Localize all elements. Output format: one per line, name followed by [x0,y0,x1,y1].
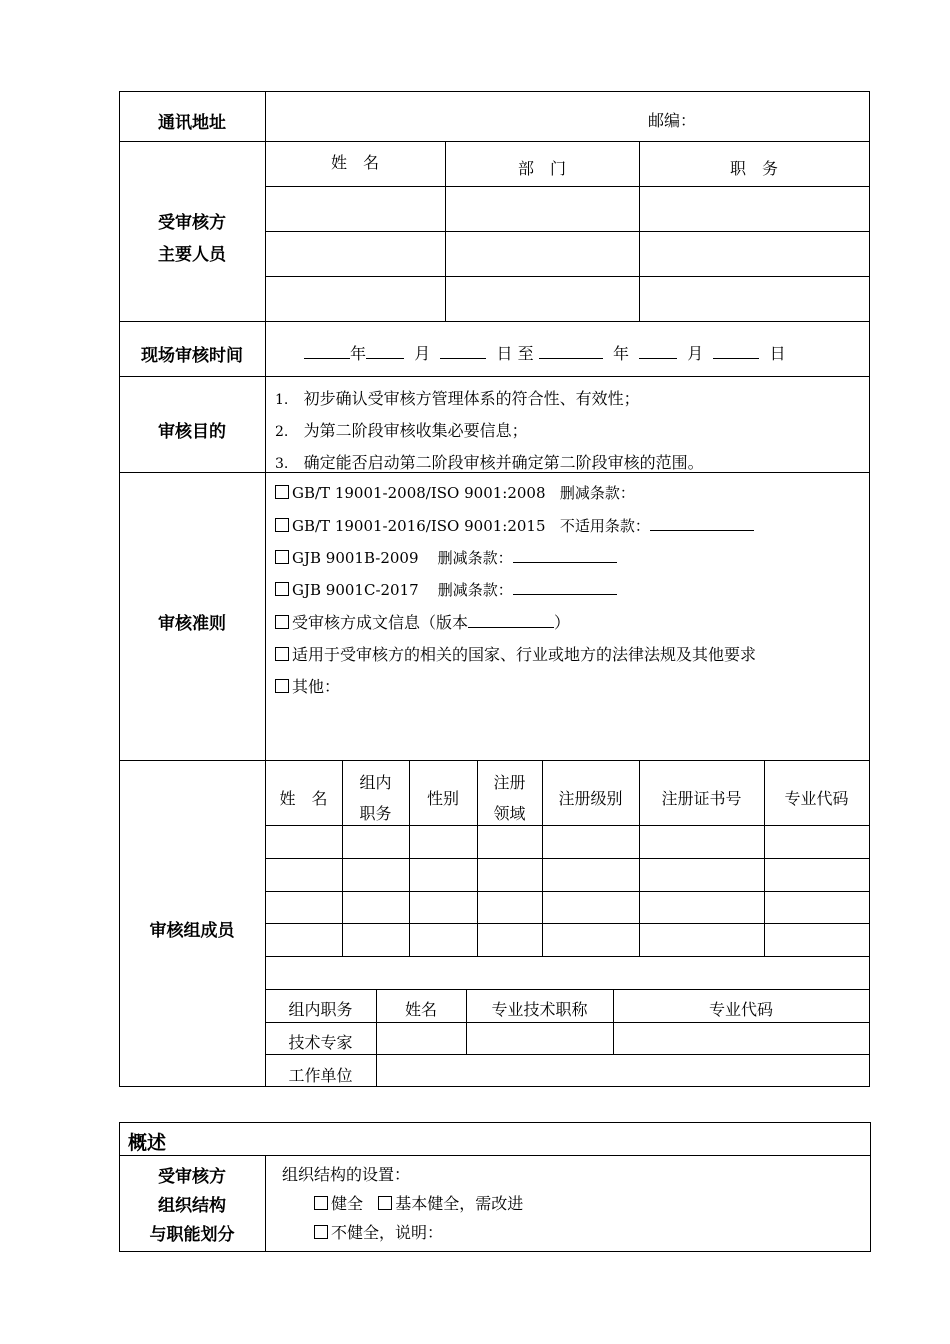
criteria-laws[interactable]: 适用于受审核方的相关的国家、行业或地方的法律法规及其他要求 [275,642,756,665]
workplace-label: 工作单位 [288,1066,353,1085]
org-label-1: 受审核方 [158,1167,226,1187]
criteria-label: 审核准则 [158,614,226,634]
criteria-gjb-2009[interactable]: GJB 9001B-2009 删减条款： [275,546,617,568]
expert-row-label: 技术专家 [288,1033,353,1052]
checkbox-icon[interactable] [275,679,289,693]
criteria-gbt-2008[interactable]: GB/T 19001-2008/ISO 9001:2008 删减条款： [275,482,635,503]
checkbox-icon[interactable] [275,518,289,532]
team-header-code: 专业代码 [784,789,849,808]
criteria-documented-info[interactable]: 受审核方成文信息（版本 ） [275,610,570,633]
checkbox-icon[interactable] [275,615,289,629]
org-options-row[interactable]: 健全 基本健全，需改进 [314,1191,523,1214]
address-label: 通讯地址 [158,113,226,133]
checkbox-icon[interactable] [275,582,289,596]
expert-header-name: 姓名 [404,1000,437,1019]
expert-header-title: 专业技术职称 [491,1000,588,1019]
org-question: 组织结构的设置： [282,1165,411,1184]
team-header-name: 姓 名 [279,789,328,808]
team-header-role-2: 职务 [359,804,392,823]
criteria-gjb-2017[interactable]: GJB 9001C-2017 删减条款： [275,578,617,600]
purpose-item-3: 3. 确定能否启动第二阶段审核并确定第二阶段审核的范围。 [275,453,704,472]
checkbox-icon[interactable] [314,1225,328,1239]
purpose-item-2: 2. 为第二阶段审核收集必要信息； [275,421,528,440]
onsite-time-range[interactable]: 年 月 日 至 年 月 日 [304,341,786,364]
team-header-field-2: 领域 [493,804,526,823]
team-header-role-1: 组内 [359,773,392,792]
auditee-staff-label-1: 受审核方 [158,213,226,233]
criteria-other[interactable]: 其他： [275,674,340,697]
purpose-item-1: 1. 初步确认受审核方管理体系的符合性、有效性； [275,389,640,408]
team-header-level: 注册级别 [558,789,623,808]
purpose-label: 审核目的 [158,422,226,442]
staff-header-dept: 部 门 [517,159,566,178]
team-header-field-1: 注册 [493,773,526,792]
staff-header-name: 姓 名 [330,153,379,172]
postcode-label: 邮编： [648,111,697,130]
criteria-gbt-2016[interactable]: GB/T 19001-2016/ISO 9001:2015 不适用条款： [275,514,754,536]
auditee-staff-label-2: 主要人员 [158,245,226,265]
checkbox-icon[interactable] [314,1196,328,1210]
org-option-insufficient[interactable]: 不健全，说明： [314,1220,443,1243]
team-header-gender: 性别 [426,789,459,808]
team-header-cert: 注册证书号 [661,789,742,808]
overview-title: 概述 [128,1132,167,1154]
onsite-time-label: 现场审核时间 [141,346,243,366]
team-label: 审核组成员 [149,921,235,941]
org-label-3: 与职能划分 [149,1225,235,1245]
checkbox-icon[interactable] [275,550,289,564]
expert-header-role: 组内职务 [288,1000,353,1019]
checkbox-icon[interactable] [378,1196,392,1210]
expert-header-code: 专业代码 [708,1000,773,1019]
staff-header-title: 职 务 [729,159,778,178]
checkbox-icon[interactable] [275,647,289,661]
org-label-2: 组织结构 [158,1196,226,1216]
checkbox-icon[interactable] [275,485,289,499]
